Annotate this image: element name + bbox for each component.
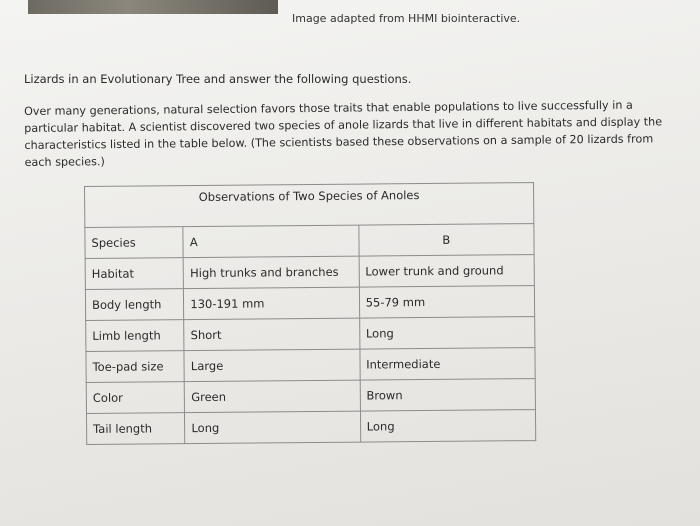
section-title: Lizards in an Evolutionary Tree and answer the following questions.: [24, 72, 412, 86]
species-a-cell: Short: [184, 318, 360, 351]
row-label: Limb length: [86, 320, 185, 352]
row-label: Species: [85, 227, 184, 259]
table-row: [86, 379, 535, 414]
table-row: [85, 224, 534, 259]
species-b-cell: Lower trunk and ground: [359, 255, 535, 288]
row-label: Habitat: [85, 258, 184, 290]
species-b-cell: Intermediate: [360, 348, 536, 381]
row-label: Body length: [85, 289, 184, 321]
table-caption: Observations of Two Species of Anoles: [85, 183, 534, 228]
species-a-cell: 130-191 mm: [184, 287, 360, 320]
row-label: Color: [86, 382, 185, 414]
species-a-cell: A: [183, 225, 359, 258]
table-row: [86, 410, 535, 445]
species-b-cell: B: [358, 224, 534, 257]
intro-paragraph: Over many generations, natural selection favors those traits that enable populations to live successfully in a particular habitat. A scientist discovered two species of anole lizards that live in different habitats and display the characteristics listed in the table below. (The scientists based these observations on a sample of 20 lizards from each species.): [24, 98, 663, 169]
species-a-cell: Green: [185, 380, 361, 413]
cropped-image-top: [28, 0, 278, 14]
image-credit: Image adapted from HHMI biointeractive.: [292, 12, 521, 25]
table-caption-row: [85, 183, 534, 228]
table-row: [86, 348, 535, 383]
table-row: [85, 286, 534, 321]
species-b-cell: Brown: [360, 379, 536, 412]
row-label: Tail length: [86, 413, 185, 445]
species-a-cell: Large: [184, 349, 360, 382]
species-b-cell: Long: [360, 410, 536, 443]
table-row: [85, 255, 534, 290]
species-a-cell: Long: [185, 411, 361, 444]
observations-table: [84, 182, 536, 445]
species-b-cell: 55-79 mm: [359, 286, 535, 319]
species-a-cell: High trunks and branches: [183, 256, 359, 289]
table-row: [86, 317, 535, 352]
observations-table-container: [84, 182, 536, 445]
row-label: Toe-pad size: [86, 351, 185, 383]
species-b-cell: Long: [359, 317, 535, 350]
